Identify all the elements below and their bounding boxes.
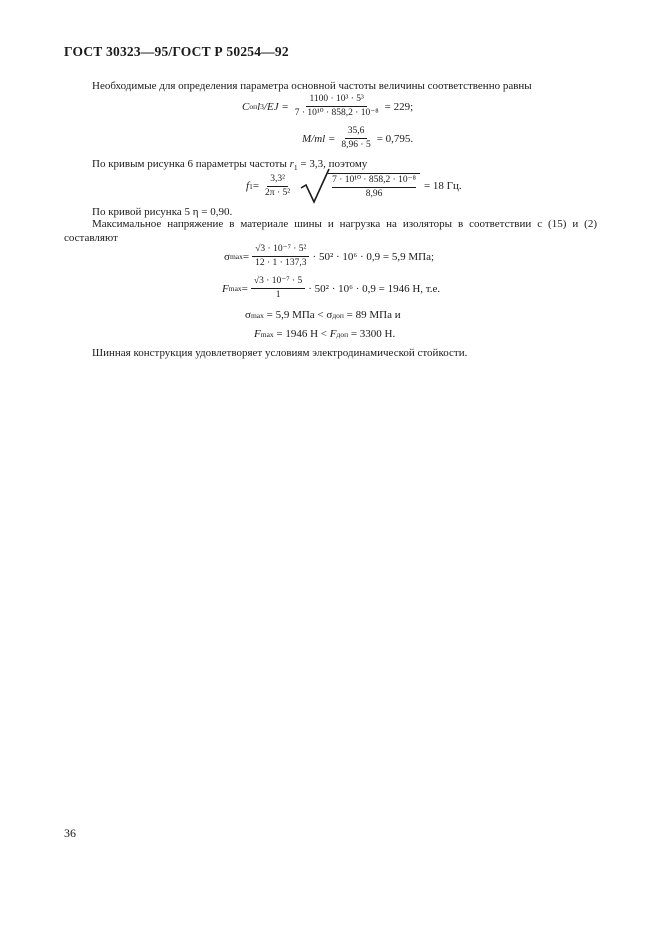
eq1-lhs2: l xyxy=(257,100,261,113)
p2-tail: = 3,3, поэтому xyxy=(297,158,368,170)
eq2-rhs: = 0,795. xyxy=(376,132,414,145)
eq4-rhs: · 50² · 10⁶ · 0,9 = 5,9 МПа; xyxy=(312,250,435,263)
eq1-numerator: 1100 · 10³ · 5³ xyxy=(306,94,366,107)
eq6-a: σ xyxy=(245,309,251,321)
eq3-radicand xyxy=(328,173,420,200)
eq1-fraction xyxy=(292,94,382,119)
eq7-b-sub: доп xyxy=(336,329,349,339)
eq3-lhs-sub: 1 xyxy=(249,181,253,191)
p2-var: r xyxy=(289,158,294,170)
eq5-numerator: √3 · 10⁻⁷ · 5 xyxy=(251,276,305,289)
paragraph-eta: По кривой рисунка 5 η = 0,90. xyxy=(92,206,233,218)
eq7-rhs: = 3300 Н. xyxy=(348,328,396,340)
eq4-numerator: √3 · 10⁻⁷ · 5² xyxy=(252,244,309,257)
eq5-rhs: · 50² · 10⁶ · 0,9 = 1946 Н, т.е. xyxy=(308,282,441,295)
p2-var-sub: 1 xyxy=(293,163,298,173)
eq3-sqrt-denominator: 8,96 xyxy=(365,188,383,199)
equation-5 xyxy=(222,276,440,301)
eq7-a-sub: max xyxy=(260,329,274,339)
eq5-fraction xyxy=(251,276,305,301)
eq7-a: F xyxy=(254,328,261,340)
eq6-mid: = 5,9 МПа < σ xyxy=(263,309,333,321)
eq3-radical xyxy=(300,168,420,204)
paragraph-max-stress: Максимальное напряжение в материале шины и нагрузка на изоляторы в соответствии с (15) и (2) составляют xyxy=(64,218,597,244)
paragraph-conclusion: Шинная конструкция удовлетворяет условиям электродинамической стойкости. xyxy=(92,347,468,359)
radical-sign-icon xyxy=(300,168,330,204)
page-number: 36 xyxy=(64,826,76,840)
eq4-eq: = xyxy=(242,250,250,263)
eq3-eq: = xyxy=(252,180,260,192)
eq2-numerator: 35,6 xyxy=(345,126,368,139)
eq5-lhs: F xyxy=(222,282,229,295)
eq3-denominator: 2π · 5² xyxy=(265,187,291,198)
eq4-denominator: 12 · 1 · 137,3 xyxy=(255,258,307,268)
equation-6 xyxy=(245,309,401,321)
eq1-lhs-sub: оп xyxy=(249,102,258,111)
equation-2 xyxy=(302,126,413,151)
eq5-eq: = xyxy=(241,282,248,295)
eq1-rhs: = 229; xyxy=(384,100,414,113)
eq6-rhs: = 89 МПа и xyxy=(343,309,401,321)
eq3-lhs: f xyxy=(246,180,250,192)
equation-1 xyxy=(242,94,413,119)
eq2-denominator: 8,96 · 5 xyxy=(341,140,371,150)
eq7-mid: = 1946 Н < xyxy=(273,328,330,340)
p2-text: По кривым рисунка 6 параметры частоты xyxy=(92,158,287,170)
eq1-lhs3: /EJ = xyxy=(263,100,289,113)
eq1-denominator: 7 · 10¹⁰ · 858,2 · 10⁻⁸ xyxy=(294,108,379,118)
eq1-lhs-sup: 3 xyxy=(260,102,264,111)
eq4-lhs: σ xyxy=(224,250,230,263)
eq3-fraction xyxy=(262,174,293,199)
eq3-numerator: 3,3² xyxy=(267,174,288,187)
eq4-fraction xyxy=(252,244,309,269)
eq2-fraction xyxy=(338,126,373,151)
eq6-a-sub: max xyxy=(250,310,264,320)
eq5-lhs-sub: max xyxy=(228,284,242,293)
equation-4 xyxy=(224,244,434,269)
eq1-lhs: C xyxy=(242,100,250,113)
equation-3 xyxy=(246,168,462,204)
eq3-rhs: = 18 Гц. xyxy=(423,180,462,192)
equation-7 xyxy=(254,328,395,340)
paragraph-intro: Необходимые для определения параметра основной частоты величины соответственно равны xyxy=(92,80,532,92)
standard-header: ГОСТ 30323—95/ГОСТ Р 50254—92 xyxy=(64,44,289,59)
eq5-denominator: 1 xyxy=(275,290,281,300)
eq2-lhs: M/ml = xyxy=(302,132,336,145)
eq3-sqrt-numerator: 7 · 10¹⁰ · 858,2 · 10⁻⁸ xyxy=(332,175,416,188)
eq6-b-sub: доп xyxy=(332,310,344,320)
eq7-b: F xyxy=(329,328,337,340)
eq4-lhs-sub: max xyxy=(229,252,243,261)
